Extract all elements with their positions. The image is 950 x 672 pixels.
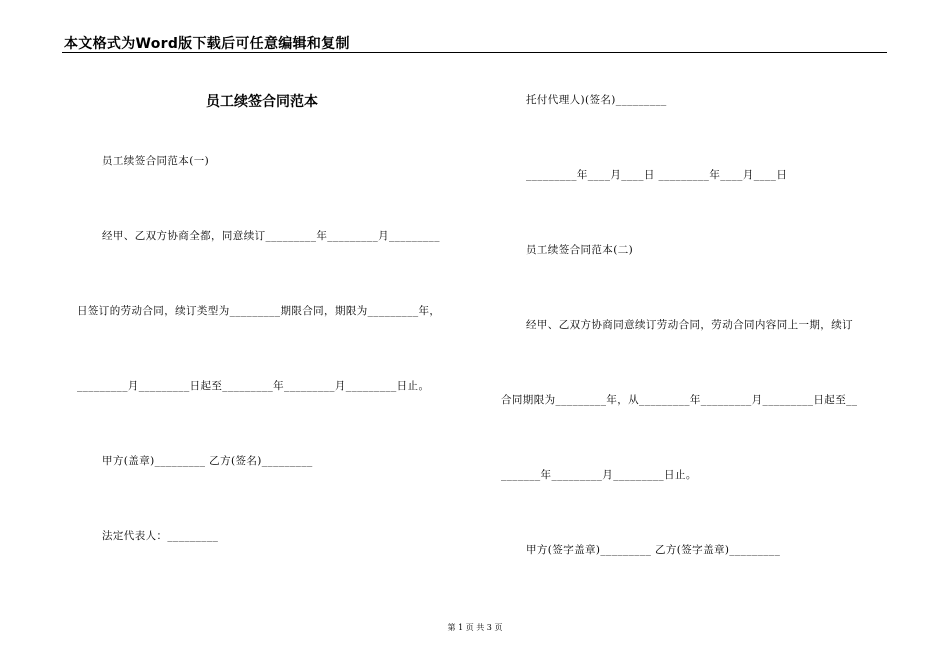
paragraph-line: _________月_________日起至_________年_________月_________日止。 [77,380,430,392]
paragraph-line: 经甲、乙双方协商全都，同意续订_________年_________月_________ [102,230,440,242]
legal-representative-line: 法定代表人：_________ [102,530,219,542]
header-divider [62,52,887,53]
paragraph-line: 日签订的劳动合同，续订类型为_________期限合同，期限为_________年， [77,305,441,317]
paragraph-line: _______年_________月_________日止。 [501,469,697,481]
section-heading-two: 员工续签合同范本(二) [526,244,634,256]
document-title: 员工续签合同范本 [206,94,318,110]
signature-line-party-a-b: 甲方(盖章)_________ 乙方(签名)_________ [102,455,313,467]
paragraph-line: 经甲、乙双方协商同意续订劳动合同，劳动合同内容同上一期，续订 [526,319,853,331]
signature-line-party-a-b: 甲方(签字盖章)_________ 乙方(签字盖章)_________ [526,544,781,556]
date-line: _________年____月____日 _________年____月____日 [526,169,788,181]
section-heading-one: 员工续签合同范本(一) [102,155,210,167]
paragraph-line: 合同期限为_________年，从_________年_________月_________日起至__ [501,394,858,406]
authorized-agent-line: 托付代理人)(签名)_________ [526,94,667,106]
page-indicator: 第 1 页 共 3 页 [447,623,503,632]
document-header-title: 本文格式为Word版下载后可任意编辑和复制 [64,36,350,52]
